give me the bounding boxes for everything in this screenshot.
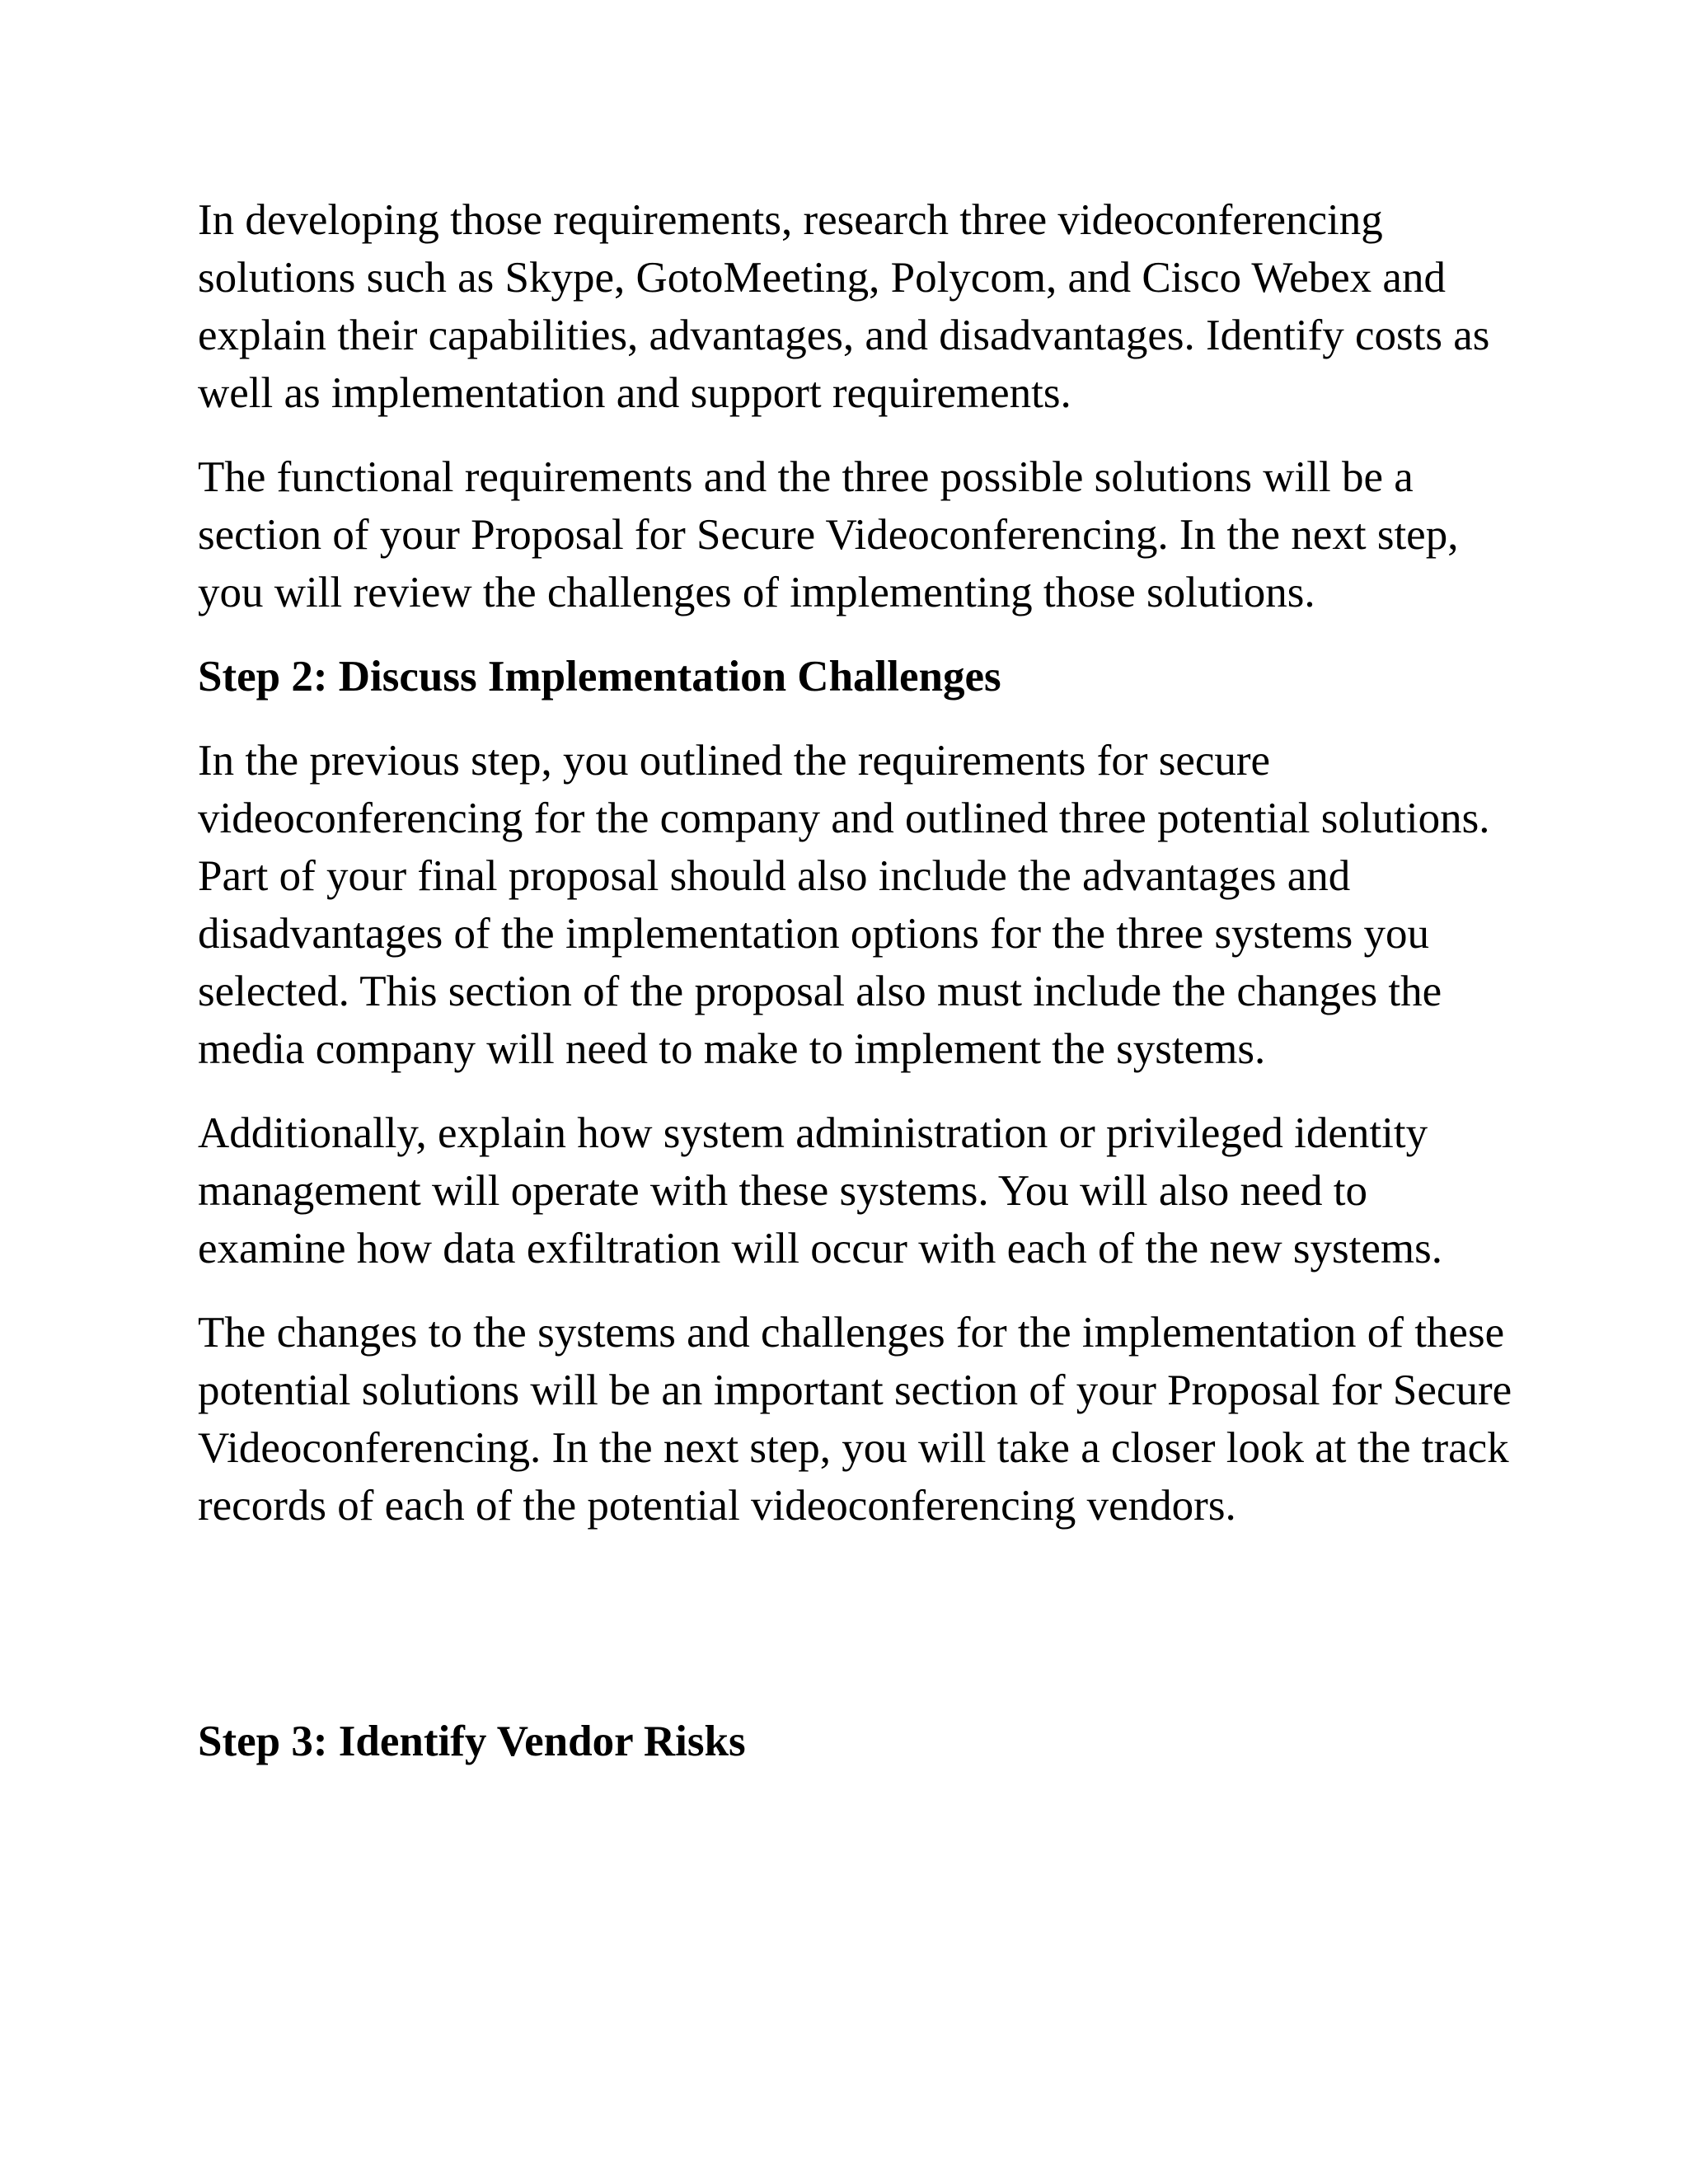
step-2-paragraph-previous-step: In the previous step, you outlined the requirements for secure videoconferencing for the company and outlined three potential solutions. Part of your final proposal should also include the advantages and disadvantages of the implementation options for the three systems you selected. This section of the proposal also must include the changes the media company will need to make to implement the systems. [198,737,1490,1073]
step-2-heading: Step 2: Discuss Implementation Challenges [198,653,1001,701]
intro-paragraph-functional-requirements: The functional requirements and the three possible solutions will be a section of your Proposal for Secure Videoconferencing. In the next step, you will review the challenges of implementing those solutions. [198,453,1459,616]
step-3-heading: Step 3: Identify Vendor Risks [198,1718,746,1765]
step-2-paragraph-changes: The changes to the systems and challenges for the implementation of these potential solutions will be an important section of your Proposal for Secure Videoconferencing. In the next step, you will take a closer look at the track records of each of the potential videoconferencing vendors. [198,1309,1512,1530]
step-2-paragraph-administration: Additionally, explain how system administration or privileged identity management will operate with these systems. You will also need to examine how data exfiltration will occur with each of the new systems. [198,1109,1443,1272]
document-body [198,191,1517,1797]
intro-paragraph-research: In developing those requirements, research three videoconferencing solutions such as Skype, GotoMeeting, Polycom, and Cisco Webex and explain their capabilities, advantages, and disadvantages. Identify costs as well as implementation and support requirements. [198,196,1490,417]
